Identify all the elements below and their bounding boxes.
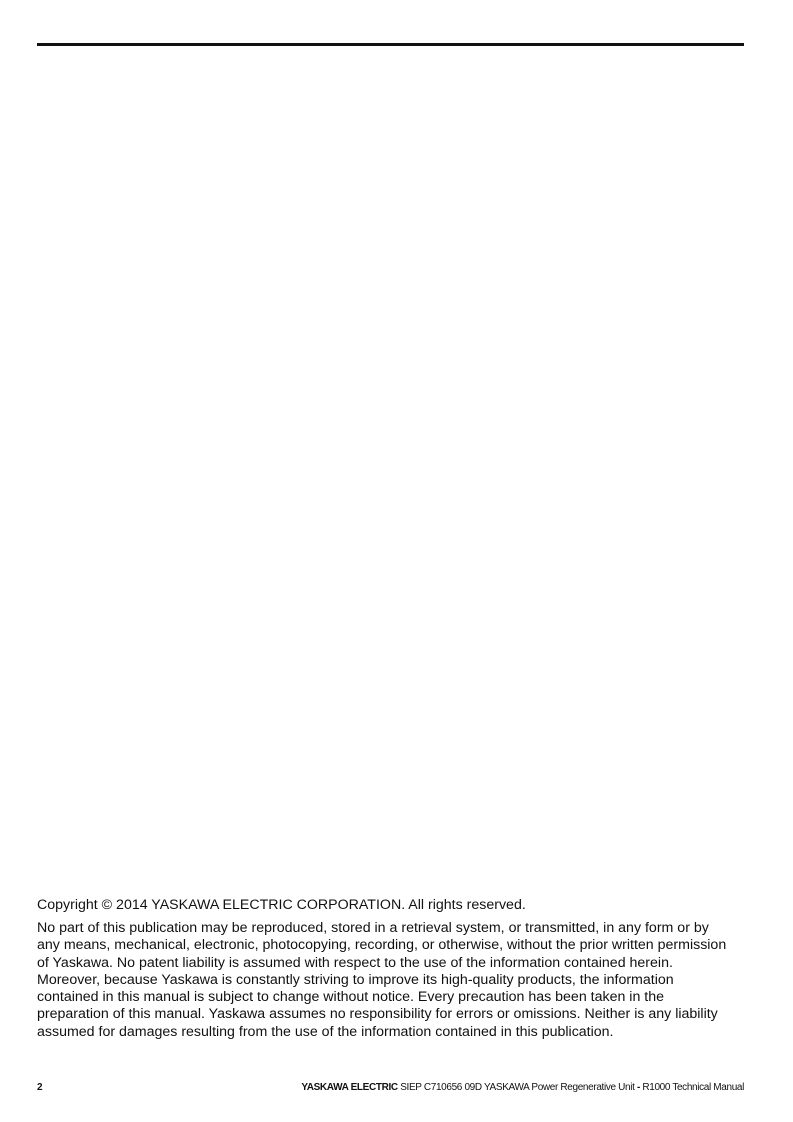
legal-line: No part of this publication may be reproduced, stored in a retrieval system, or transmitted, in any form or by bbox=[37, 920, 709, 936]
footer-model: R1000 Technical Manual bbox=[642, 1082, 744, 1093]
footer-doc-code: SIEP C710656 09D YASKAWA Power Regenerative Unit bbox=[400, 1082, 635, 1093]
copyright-section bbox=[37, 896, 749, 1041]
page-number: 2 bbox=[37, 1082, 43, 1093]
copyright-notice: Copyright © 2014 YASKAWA ELECTRIC CORPORATION. All rights reserved. bbox=[37, 897, 526, 913]
page-footer bbox=[37, 1081, 744, 1095]
footer-brand: YASKAWA ELECTRIC bbox=[301, 1082, 398, 1093]
legal-disclaimer bbox=[37, 920, 749, 1041]
legal-line: Moreover, because Yaskawa is constantly striving to improve its high-quality products, the information bbox=[37, 971, 674, 988]
legal-line: assumed for damages resulting from the use of the information contained in this publication. bbox=[37, 1023, 614, 1040]
footer-separator: - bbox=[636, 1082, 640, 1093]
footer-document-title bbox=[301, 1081, 744, 1095]
legal-line: preparation of this manual. Yaskawa assumes no responsibility for errors or omissions. Neither is any liability bbox=[37, 1006, 718, 1023]
legal-line: contained in this manual is subject to change without notice. Every precaution has been taken in the bbox=[37, 989, 665, 1006]
header-rule bbox=[37, 43, 744, 46]
legal-line: of Yaskawa. No patent liability is assumed with respect to the use of the information contained herein. bbox=[37, 954, 673, 971]
legal-line: any means, mechanical, electronic, photocopying, recording, or otherwise, without the prior written permission bbox=[37, 937, 727, 954]
